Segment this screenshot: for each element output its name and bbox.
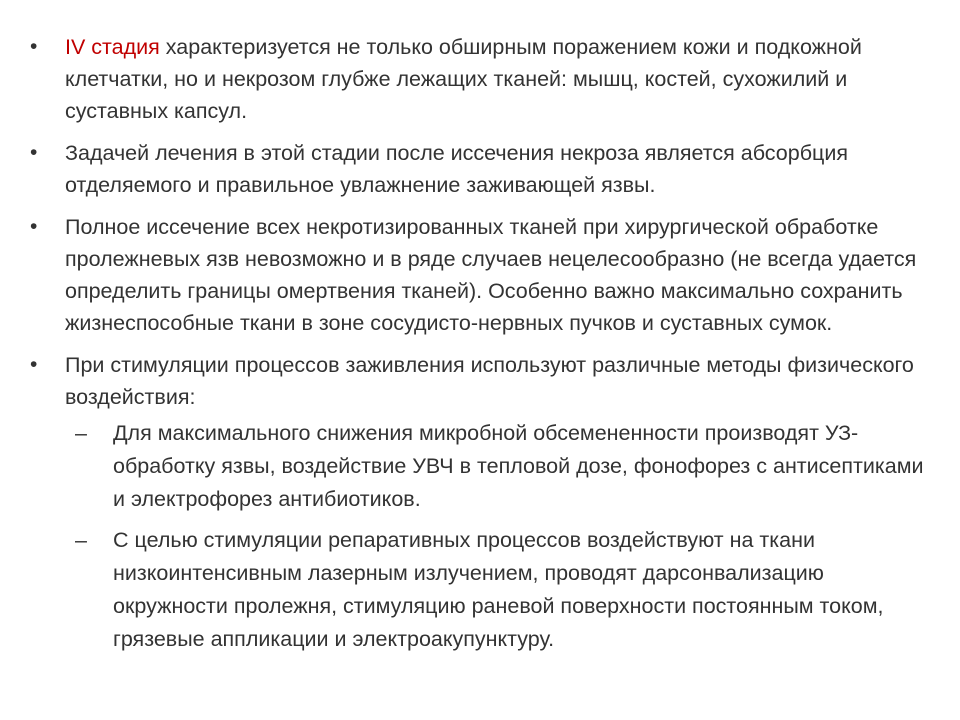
bullet-item-excision [30,211,930,339]
sub-item-microbial [72,417,930,516]
bullet-item-physical-methods [30,349,930,656]
dash-icon: – [75,421,87,445]
sub-item-reparative [72,524,930,656]
bullet-icon: • [30,141,38,164]
stage-highlight: IV стадия [65,35,160,59]
bullet-item-stage-iv [30,31,930,127]
dash-icon: – [75,528,87,552]
bullet-item-treatment-goal [30,137,930,201]
sub-item-text: Для максимального снижения микробной обсемененности производят УЗ-обработку язвы, воздействие УВЧ в тепловой дозе, фонофорез с антисептиками и электрофорез антибиотиков. [113,421,924,511]
sub-item-text: С целью стимуляции репаративных процессов воздействуют на ткани низкоинтенсивным лазерным излучением, проводят дарсонвализацию окружности пролежня, стимуляцию раневой поверхности постоянным током, грязевые аппликации и электроакупунктуру. [113,528,884,651]
bullet-text: Задачей лечения в этой стадии после иссечения некроза является абсорбция отделяемого и правильное увлажнение заживающей язвы. [65,141,848,197]
bullet-icon: • [30,215,38,238]
bullet-icon: • [30,353,38,376]
sub-list [65,417,930,656]
bullet-icon: • [30,35,38,58]
bullet-text: Полное иссечение всех некротизированных тканей при хирургической обработке пролежневых язв невозможно и в ряде случаев нецелесообразно (не всегда удается определить границы омертвения тканей). Особенно важно максимально сохранить жизнеспособные ткани в зоне сосудисто-нервных пучков и суставных сумок. [65,215,917,335]
bullet-list [30,31,930,656]
bullet-text: При стимуляции процессов заживления используют различные методы физического воздействия: [65,353,914,409]
bullet-text: характеризуется не только обширным поражением кожи и подкожной клетчатки, но и некрозом глубже лежащих тканей: мышц, костей, сухожилий и суставных капсул. [65,35,862,123]
